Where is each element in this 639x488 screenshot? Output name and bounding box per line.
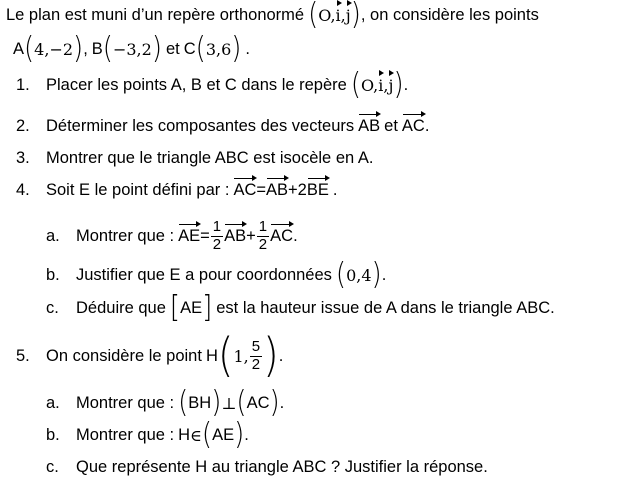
question-5a-text: Montrer que : <box>76 393 175 412</box>
q5b-end: . <box>244 425 249 444</box>
vector-ab: AB <box>358 116 381 135</box>
q4b-end: . <box>381 265 387 284</box>
q1-frame-origin: O, <box>360 75 379 95</box>
question-2-text: Déterminer les composantes des vecteurs <box>46 116 355 135</box>
question-1: 1. Placer les points A, B et C dans le repère ( O, i , j ) . <box>16 67 409 103</box>
q4a-plus: + <box>246 226 256 245</box>
question-5a-letter: a. <box>46 393 60 412</box>
q5-frac-den: 2 <box>251 355 261 373</box>
point-c-coords: 3,6 <box>205 39 232 59</box>
question-4c-letter: c. <box>46 298 59 317</box>
q5a-line-ac: AC <box>246 393 270 412</box>
q4a-frac1-den: 2 <box>212 235 222 253</box>
question-3-text: Montrer que le triangle ABC est isocèle en A. <box>46 148 374 167</box>
question-2-end: . <box>424 116 430 135</box>
question-3 <box>16 145 373 171</box>
intro-line-2: A ( 4,−2 ) , B ( −3,2 ) et C ( 3,6 ) . <box>13 31 251 67</box>
question-4c: c. Déduire que [ AE ] est la hauteur issue de A dans le triangle ABC. <box>46 290 555 326</box>
q4a-frac2-num: 1 <box>258 218 268 235</box>
question-4a <box>46 213 298 259</box>
q5b-line-ae: AE <box>212 425 235 444</box>
intro-and: et <box>165 39 180 58</box>
question-5b: b. Montrer que : H ∈ ( AE ) . <box>46 417 249 453</box>
point-a-coords: 4,−2 <box>34 39 74 59</box>
q4a-fraction-1 <box>211 219 223 253</box>
q4-vector-ab: AB <box>266 180 289 199</box>
question-4a-letter: a. <box>46 226 60 245</box>
q5a-perp: ⊥ <box>221 393 237 413</box>
question-1-end: . <box>403 75 409 94</box>
q4a-vector-ac: AC <box>270 226 294 245</box>
question-4c-text-before: Déduire que <box>76 298 166 317</box>
q5-frac-num: 5 <box>251 338 261 355</box>
q4-vector-be: BE <box>306 180 329 199</box>
q4a-equals: = <box>200 226 210 245</box>
question-5b-text: Montrer que : <box>76 425 175 444</box>
open-paren: ( <box>308 0 319 33</box>
q5a-end: . <box>279 393 285 412</box>
q4-vector-ac: AC <box>233 180 257 199</box>
question-2-and: et <box>384 116 398 135</box>
intro-text-before: Le plan est muni d’un repère orthonormé <box>6 5 305 24</box>
question-4b-letter: b. <box>46 265 60 284</box>
question-4-text: Soit E le point défini par : <box>46 180 230 199</box>
q5b-point: H <box>178 425 191 444</box>
point-b-coords: −3,2 <box>112 39 152 59</box>
q4a-frac1-num: 1 <box>212 218 222 235</box>
question-1-number: 1. <box>16 75 30 94</box>
question-5-text: On considère le point <box>46 346 202 365</box>
vector-ac: AC <box>401 116 425 135</box>
q4-end: . <box>332 180 338 199</box>
point-c-label: C <box>183 39 196 58</box>
point-b-label: B <box>91 39 103 58</box>
q4-plus: + <box>288 180 298 199</box>
q4a-fraction-2 <box>257 219 269 253</box>
question-5c <box>46 454 488 480</box>
close-paren: ) <box>350 0 361 33</box>
q4a-vector-ab: AB <box>224 226 247 245</box>
question-5-number: 5. <box>16 346 30 365</box>
vector-j: j <box>345 5 351 25</box>
q4a-frac2-den: 2 <box>258 235 268 253</box>
question-5c-text: Que représente H au triangle ABC ? Justifier la réponse. <box>76 457 488 476</box>
frame-origin: O, <box>318 5 336 25</box>
question-4b: b. Justifier que E a pour coordonnées ( 0,4 ) . <box>46 257 387 293</box>
intro-end: . <box>245 39 251 58</box>
q4c-segment: AE <box>180 298 203 317</box>
question-4c-text-after: est la hauteur issue de A dans le triangle ABC. <box>216 298 555 317</box>
q4a-vector-ae: AE <box>178 226 201 245</box>
q5-x: 1, <box>233 346 249 366</box>
question-4-number: 4. <box>16 180 30 199</box>
question-5c-letter: c. <box>46 457 59 476</box>
question-1-text: Placer les points A, B et C dans le repère <box>46 75 347 94</box>
q1-vector-j: j <box>388 75 394 95</box>
q4b-coords: 0,4 <box>346 265 372 285</box>
q1-vector-i: i <box>378 75 384 95</box>
q5a-line-bh: BH <box>188 393 212 412</box>
question-4 <box>16 177 337 203</box>
intro-text-after: , on considère les points <box>360 5 539 24</box>
intro-line-1: Le plan est muni d’un repère orthonormé ( O, i , j ) , on considère les points <box>6 0 539 33</box>
q4-equals: = <box>256 180 267 199</box>
question-2-number: 2. <box>16 116 30 135</box>
question-2 <box>16 113 429 139</box>
question-5a: a. Montrer que : ( BH ) ⊥ ( AC ) . <box>46 385 285 421</box>
question-4a-text: Montrer que : <box>76 226 175 245</box>
question-4b-text: Justifier que E a pour coordonnées <box>76 265 332 284</box>
question-5b-letter: b. <box>46 425 60 444</box>
point-a-label: A <box>13 39 25 58</box>
vector-i: i <box>335 5 341 25</box>
question-5: 5. On considère le point H ( 1, $\frac{5}{2}$ ) . <box>16 329 284 383</box>
q5-end: . <box>278 346 284 365</box>
q4a-end: . <box>293 226 298 245</box>
q5-fraction <box>250 339 262 373</box>
question-3-number: 3. <box>16 148 30 167</box>
q5-point: H <box>205 346 218 365</box>
q5b-in: ∈ <box>190 425 202 445</box>
q4-coef: 2 <box>297 180 307 199</box>
